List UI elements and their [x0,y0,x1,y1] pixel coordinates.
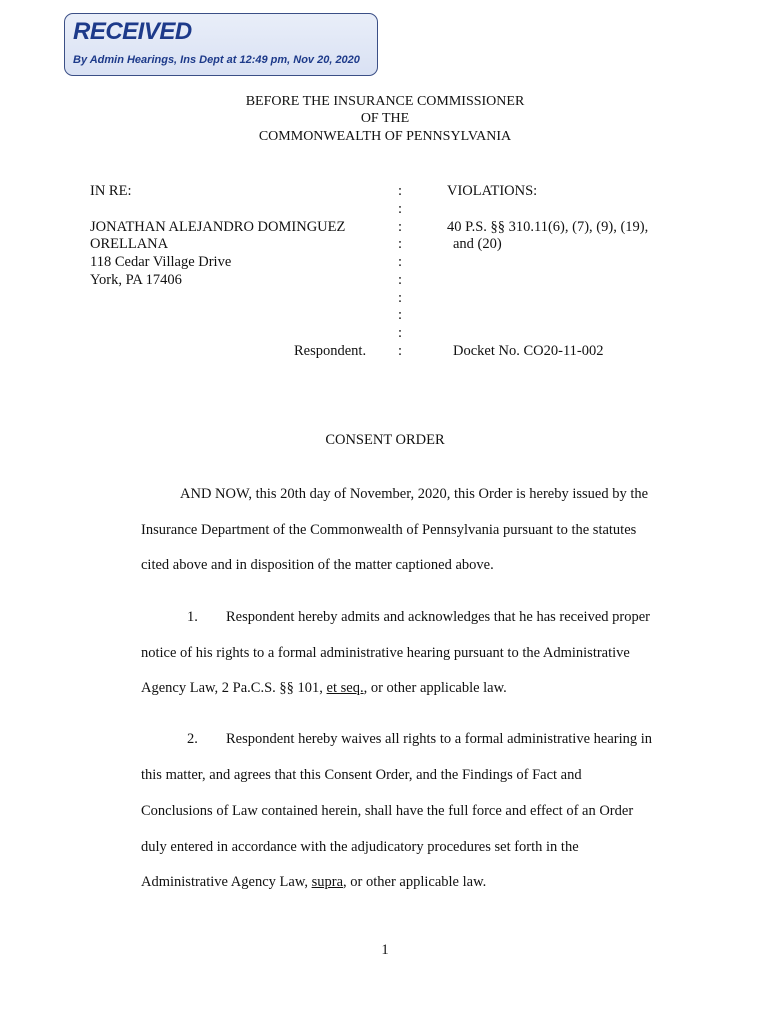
para-1-line-2: notice of his rights to a formal administrative hearing pursuant to the Administrative [141,645,630,661]
para-1-line-1: Respondent hereby admits and acknowledges that he has received proper [226,609,650,625]
et-seq-citation: et seq. [326,680,364,696]
caption-colon: : [397,201,403,217]
address-line-1: 118 Cedar Village Drive [90,254,232,270]
caption-colon: : [397,183,403,199]
caption-colon: : [397,307,403,323]
intro-line-2: Insurance Department of the Commonwealth of Pennsylvania pursuant to the statutes [141,522,637,538]
respondent-label: Respondent. [294,343,367,359]
in-re-label: IN RE: [90,183,132,199]
caption-colon: : [397,272,403,288]
heading-line-1: BEFORE THE INSURANCE COMMISSIONER [245,94,525,109]
para-2-line-2: this matter, and agrees that this Consent Order, and the Findings of Fact and [141,767,582,783]
violations-label: VIOLATIONS: [447,183,538,199]
para-2-line-5-end: , or other applicable law. [343,874,487,890]
para-1-line-3-text: Agency Law, 2 Pa.C.S. §§ 101, [141,680,327,696]
respondent-name-line-2: ORELLANA [90,236,169,252]
violations-line-1: 40 P.S. §§ 310.11(6), (7), (9), (19), [447,219,649,235]
para-1-number: 1. [187,609,198,625]
heading-line-3: COMMONWEALTH OF PENNSYLVANIA [258,129,512,144]
caption-colon: : [397,290,403,306]
para-1-line-3-end: , or other applicable law. [363,680,507,696]
stamp-subtitle: By Admin Hearings, Ins Dept at 12:49 pm, Nov 20, 2020 [73,54,360,66]
para-2-line-5 [141,874,486,891]
para-2-line-1: Respondent hereby waives all rights to a formal administrative hearing in [226,731,653,747]
para-1-line-3 [141,680,507,697]
supra-citation: supra [311,874,344,890]
document-title: CONSENT ORDER [325,432,445,448]
para-2-number: 2. [187,731,198,747]
heading-line-2: OF THE [360,111,410,126]
caption-colon: : [397,254,403,270]
para-2-line-4: duly entered in accordance with the adjudicatory procedures set forth in the [141,839,579,855]
intro-line-1: AND NOW, this 20th day of November, 2020, this Order is hereby issued by the [180,486,649,502]
intro-line-3: cited above and in disposition of the matter captioned above. [141,557,494,573]
caption-colon: : [397,219,403,235]
caption-colon: : [397,236,403,252]
docket-number: Docket No. CO20-11-002 [453,343,604,359]
page-number: 1 [381,942,389,958]
para-2-line-5-text: Administrative Agency Law, [141,874,312,890]
caption-colon: : [397,325,403,341]
caption-colon: : [397,343,403,359]
received-stamp [64,13,378,76]
stamp-title: RECEIVED [73,18,192,45]
violations-line-2: and (20) [453,236,502,252]
respondent-name-line-1: JONATHAN ALEJANDRO DOMINGUEZ [90,219,346,235]
address-line-2: York, PA 17406 [90,272,182,288]
para-2-line-3: Conclusions of Law contained herein, shall have the full force and effect of an Order [141,803,634,819]
